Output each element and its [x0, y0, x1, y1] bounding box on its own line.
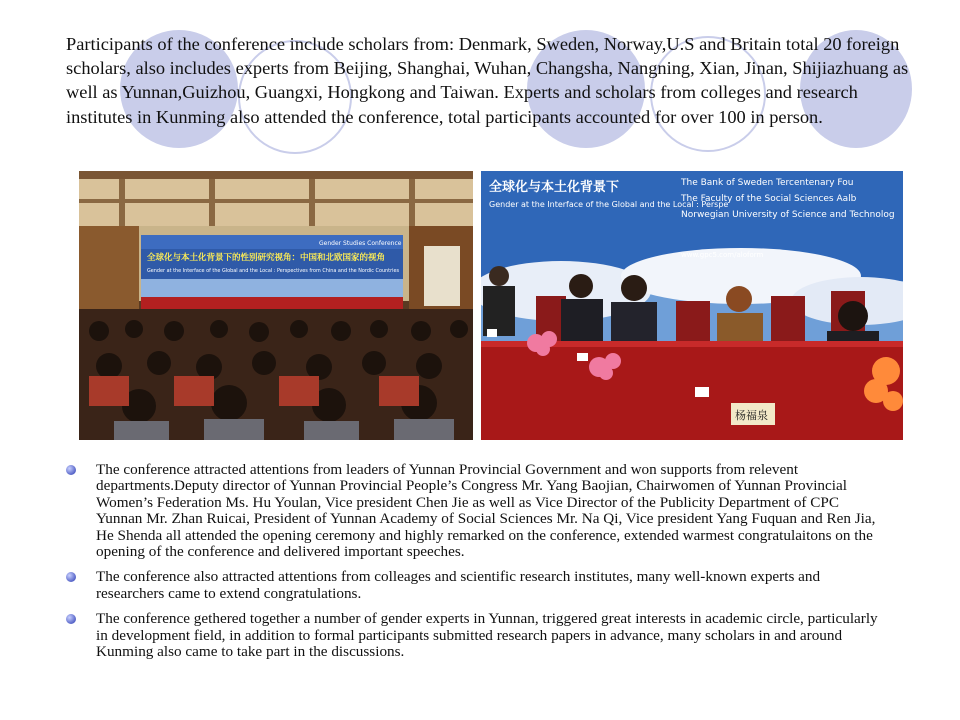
- sponsor-line: Norwegian University of Science and Technolog: [681, 210, 895, 220]
- intro-paragraph: Participants of the conference include scholars from: Denmark, Sweden, Norway,U.S and Britain total 20 foreign scholars, also includes experts from Beijing, Shanghai, Wuhan, Changsha, Nangning, Xian, Jinan, Shijiazhuang as well as Yunnan,Guizhou, Guangxi, Hongkong and Taiwan. Experts and scholars from colleges and research institutes in Kunming also attended the conference, total participants accounted for over 100 in person.: [66, 34, 909, 127]
- list-item-text: The conference also attracted attentions from colleages and scientific research institutes, many well-known experts and researchers came to extend congratulations.: [96, 568, 821, 602]
- bullet-list: [66, 462, 886, 669]
- banner-side-text: Gender Studies Conference: [319, 240, 402, 247]
- banner-english: Gender at the Interface of the Global and the Local : Perspectives from China and the Nordic Countries: [147, 268, 400, 274]
- list-item: [66, 569, 886, 602]
- list-item-text: The conference gethered together a number of gender experts in Yunnan, triggered great interests in academic circle, particularly in development field, in addition to formal participants submitted research papers in advance, many scholars in and around Kunming also came to take part in the discussions.: [96, 610, 878, 661]
- list-item: [66, 611, 886, 660]
- banner-english: Gender at the Interface of the Global and the Local : Perspe: [489, 200, 729, 209]
- banner-url: www.gpc5.com/aloform: [681, 251, 764, 259]
- speaker-nameplate: 杨福泉: [735, 409, 768, 422]
- banner-chinese: 全球化与本土化背景下: [489, 180, 620, 195]
- sponsor-line: The Bank of Sweden Tercentenary Fou: [681, 178, 854, 188]
- banner-chinese: 全球化与本土化背景下的性别研究视角：中国和北欧国家的视角: [147, 253, 386, 263]
- speakers-panel-photo: [481, 171, 903, 440]
- list-item: [66, 462, 886, 560]
- bullet-icon: [66, 614, 76, 624]
- sponsor-line: The Faculty of the Social Sciences Aalb: [681, 194, 857, 204]
- list-item-text: The conference attracted attentions from leaders of Yunnan Provincial Government and won supports from relevent departments.Deputy director of Yunnan Provincial People’s Congress Mr. Yang Baojian, Chairwomen of Yunnan Provincial Women’s Federation Ms. Hu Youlan, Vice president Chen Jie as well as Vice Director of the Publicity Department of CPC Yunnan Mr. Zhan Ruicai, President of Yunnan Academy of Social Sciences Mr. Na Qi, Vice president Yang Fuquan and Ren Jia, He Shenda all attended the opening ceremony and highly remarked on the conference, extended warmest congratulaitons on the opening of the conference and delivered important speeches.: [96, 461, 876, 561]
- bullet-icon: [66, 465, 76, 475]
- conference-hall-photo: [79, 171, 473, 440]
- bullet-icon: [66, 572, 76, 582]
